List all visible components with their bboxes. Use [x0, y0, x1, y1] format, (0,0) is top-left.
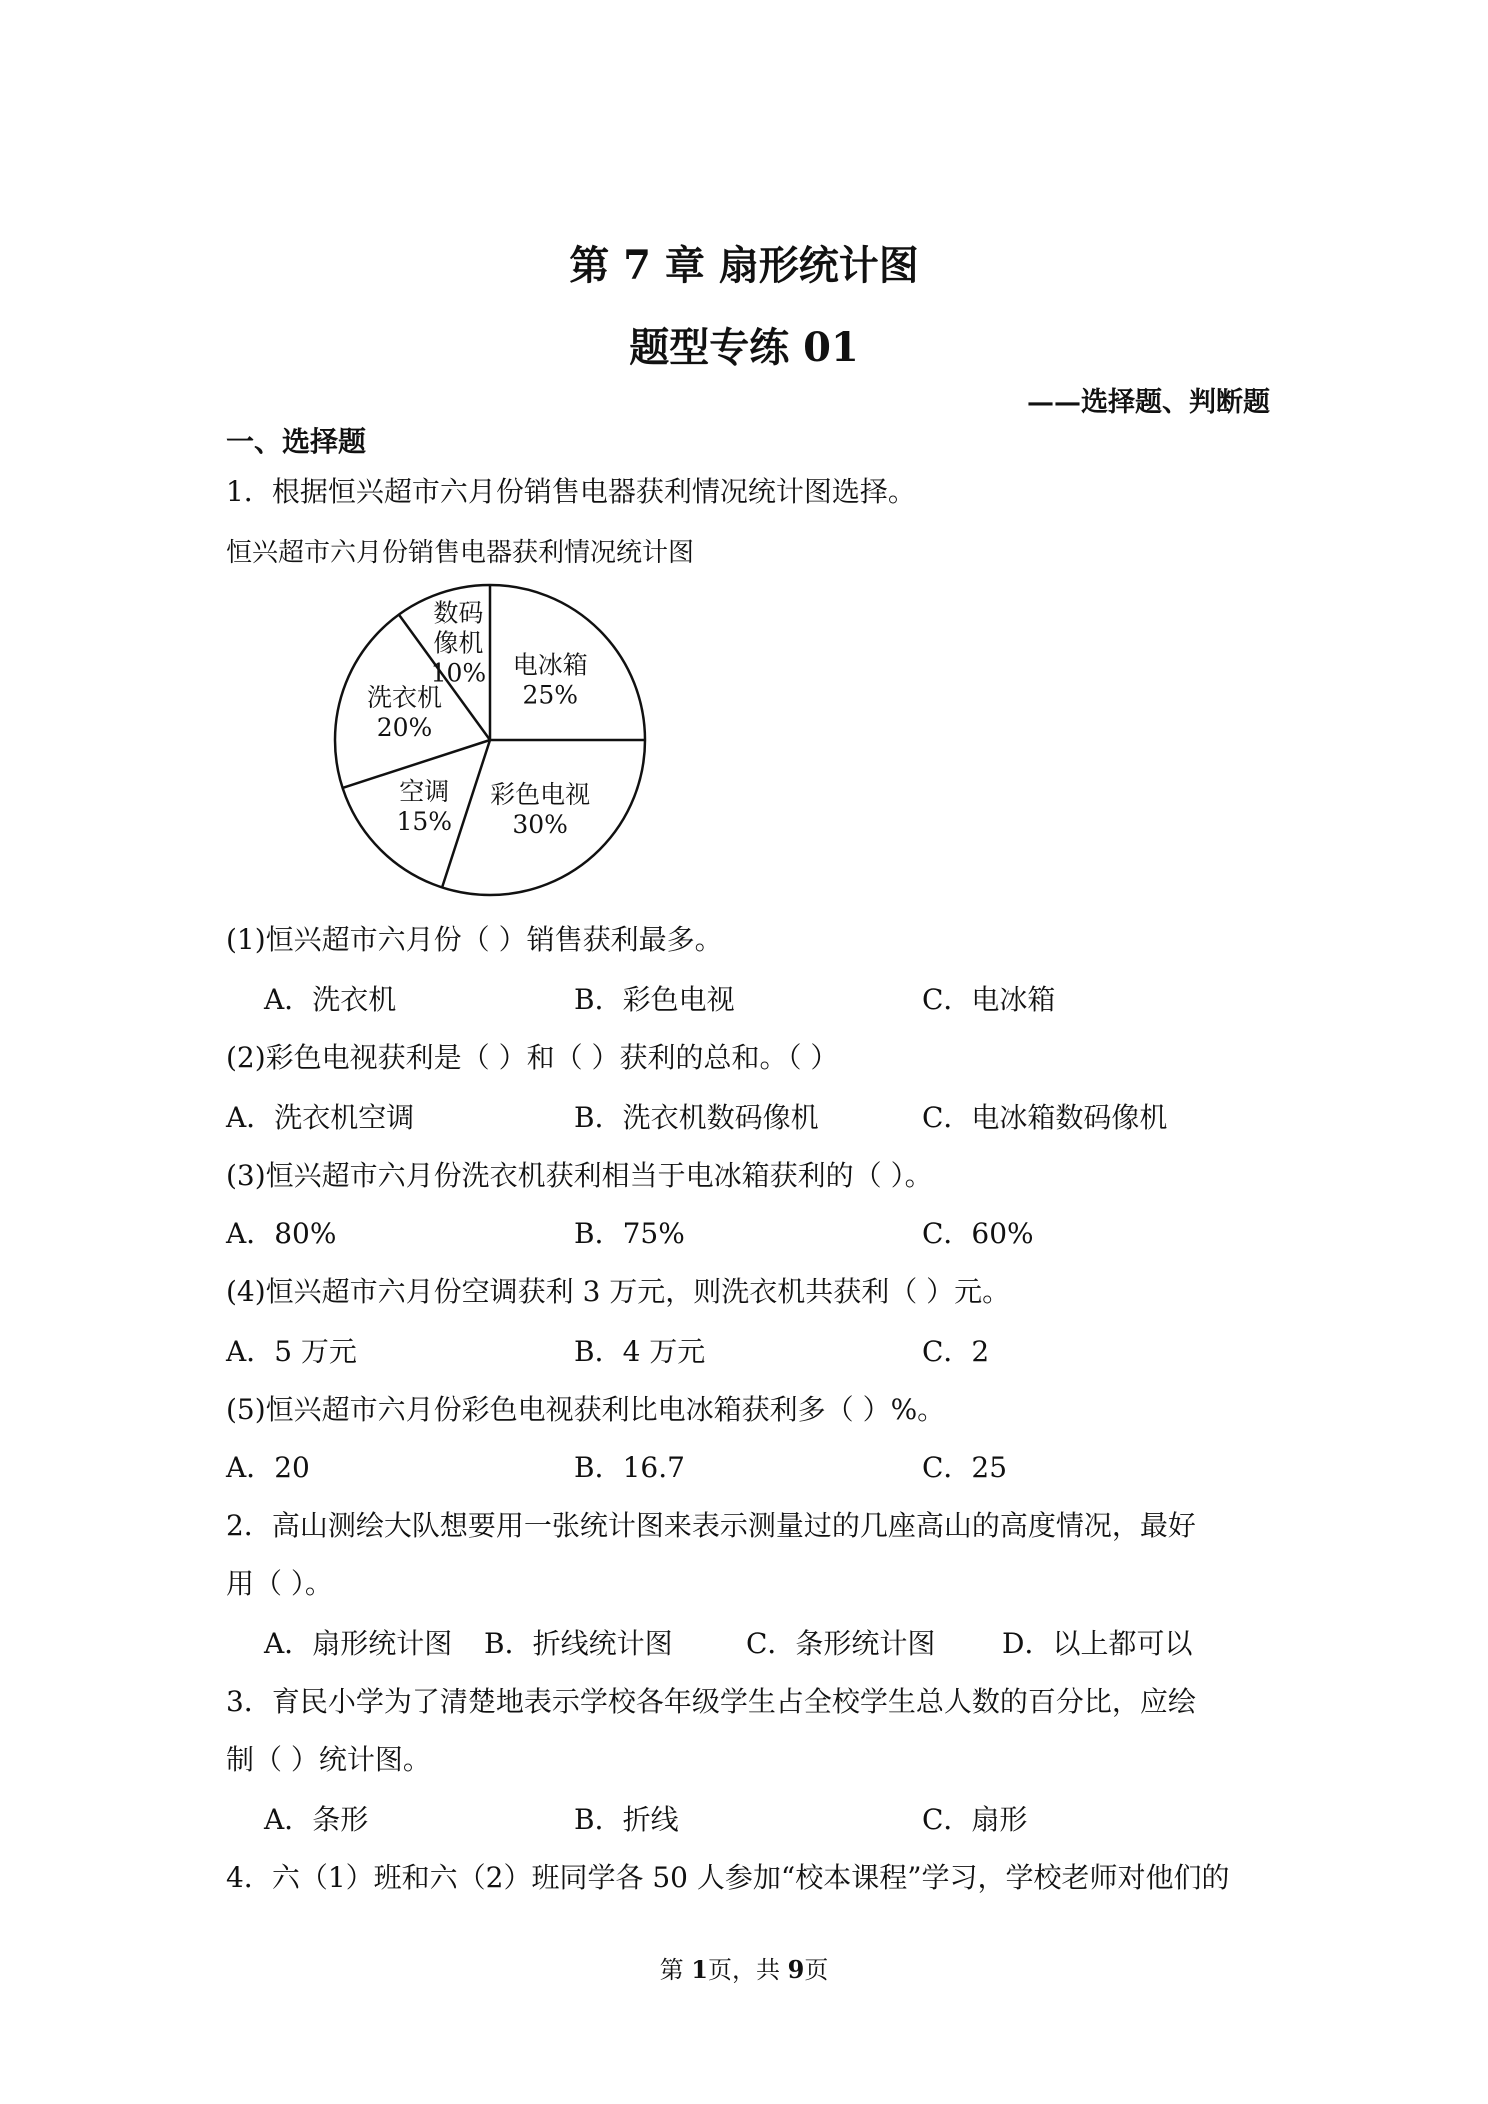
pie-slice-percent: 30% — [512, 809, 568, 839]
option-3-c[interactable]: C．扇形 — [922, 1803, 1028, 1836]
pie-slice-label — [431, 599, 487, 688]
section-heading: 一、选择题 — [226, 425, 367, 458]
pie-slice-label — [367, 683, 442, 742]
option-1-2-a[interactable]: A．洗衣机空调 — [226, 1101, 415, 1134]
option-2-c[interactable]: C．条形统计图 — [746, 1627, 936, 1660]
question-3-line-1: 3．育民小学为了清楚地表示学校各年级学生占全校学生总人数的百分比，应绘 — [226, 1685, 1196, 1718]
page-footer — [0, 1950, 1488, 1985]
option-1-1-c[interactable]: C．电冰箱 — [922, 983, 1056, 1016]
option-3-a[interactable]: A．条形 — [264, 1803, 369, 1836]
question-1-part-3: (3)恒兴超市六月份洗衣机获利相当于电冰箱获利的（ ）。 — [226, 1159, 933, 1192]
question-1-part-4: (4)恒兴超市六月份空调获利 3 万元，则洗衣机共获利（ ）元。 — [226, 1275, 1011, 1308]
option-2-b[interactable]: B．折线统计图 — [484, 1627, 673, 1660]
option-3-b[interactable]: B．折线 — [574, 1803, 679, 1836]
option-2-d[interactable]: D．以上都可以 — [1002, 1627, 1193, 1660]
page-title: 第 7 章 扇形统计图 — [569, 242, 919, 289]
footer-middle: 页，共 — [708, 1956, 788, 1984]
pie-slice-name: 洗衣机 — [366, 683, 443, 713]
option-1-4-a[interactable]: A．5 万元 — [226, 1335, 357, 1368]
question-1-stem: 1．根据恒兴超市六月份销售电器获利情况统计图选择。 — [226, 475, 916, 508]
pie-slice-percent: 20% — [376, 713, 433, 743]
option-1-5-a[interactable]: A．20 — [226, 1451, 310, 1484]
option-1-3-c[interactable]: C．60% — [922, 1217, 1034, 1250]
pie-slice-name: 电冰箱 — [512, 650, 588, 680]
option-1-2-b[interactable]: B．洗衣机数码像机 — [574, 1101, 819, 1134]
question-4-line-1: 4．六（1）班和六（2）班同学各 50 人参加“校本课程”学习，学校老师对他们的 — [226, 1861, 1230, 1894]
footer-page-number: 1 — [691, 1955, 708, 1984]
page-subtitle: 题型专练 01 — [629, 324, 859, 371]
question-1-part-5: (5)恒兴超市六月份彩色电视获利比电冰箱获利多（ ）%。 — [226, 1393, 946, 1426]
pie-slice-percent: 10% — [430, 658, 487, 688]
question-type-note: ——选择题、判断题 — [1027, 387, 1270, 418]
pie-slice-label — [513, 651, 588, 710]
option-1-4-b[interactable]: B．4 万元 — [574, 1335, 706, 1368]
pie-slice-label — [396, 777, 452, 836]
pie-slice-name: 数码 — [433, 598, 484, 628]
pie-slice-name: 空调 — [399, 776, 450, 806]
pie-slice-percent: 25% — [522, 680, 579, 710]
option-1-2-c[interactable]: C．电冰箱数码像机 — [922, 1101, 1168, 1134]
pie-slice-percent: 15% — [396, 806, 453, 836]
question-1-part-1: (1)恒兴超市六月份（ ）销售获利最多。 — [226, 923, 723, 956]
option-1-5-c[interactable]: C．25 — [922, 1451, 1008, 1484]
footer-suffix: 页 — [804, 1956, 829, 1984]
question-1-part-2: (2)彩色电视获利是（ ）和（ ）获利的总和。（ ） — [226, 1041, 839, 1074]
question-2-line-2: 用（ ）。 — [226, 1567, 333, 1600]
option-1-1-b[interactable]: B．彩色电视 — [574, 983, 735, 1016]
option-1-3-a[interactable]: A．80% — [226, 1217, 337, 1250]
question-2-line-1: 2．高山测绘大队想要用一张统计图来表示测量过的几座高山的高度情况，最好 — [226, 1509, 1196, 1542]
option-1-5-b[interactable]: B．16.7 — [574, 1451, 685, 1484]
option-2-a[interactable]: A．扇形统计图 — [264, 1627, 453, 1660]
pie-slice-name: 像机 — [433, 628, 484, 658]
pie-chart — [320, 570, 660, 910]
option-1-4-c[interactable]: C．2 — [922, 1335, 990, 1368]
footer-page-total: 9 — [787, 1955, 805, 1984]
question-3-line-2: 制（ ）统计图。 — [226, 1743, 431, 1776]
option-1-1-a[interactable]: A．洗衣机 — [264, 983, 397, 1016]
pie-slice-name: 彩色电视 — [490, 779, 591, 809]
chart-caption: 恒兴超市六月份销售电器获利情况统计图 — [226, 538, 695, 568]
option-1-3-b[interactable]: B．75% — [574, 1217, 685, 1250]
footer-prefix: 第 — [659, 1956, 692, 1984]
